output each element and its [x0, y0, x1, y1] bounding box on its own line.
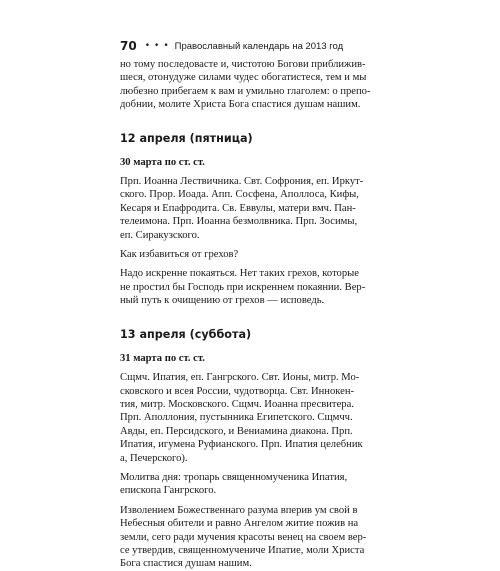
text-line: а, Печерского).	[120, 452, 188, 464]
day-heading-12-april: 12 апреля (пятница)	[120, 131, 253, 145]
text-line: но тому последовасте и, чистотою Богови приближив-	[120, 59, 366, 70]
running-header	[120, 38, 390, 54]
text-line: тия, митр. Московского. Сщмч. Иоанна пресвитера.	[120, 398, 354, 410]
text-line: Молитва дня: тропарь священномученика Ипатия,	[120, 471, 348, 483]
text-line: ского. Прор. Иоада. Апп. Сосфена, Аполлоса, Кифы,	[120, 189, 359, 201]
old-style-date: 31 марта по ст. ст.	[120, 352, 205, 364]
text-line: шеся, отонудуже силами чудес обогатистеся, тем и мы	[120, 72, 367, 84]
running-title: Православный календарь на 2013 год	[174, 40, 344, 52]
text-line: ный путь к очищению от грехов — исповедь.	[120, 295, 325, 307]
old-style-date: 30 марта по ст. ст.	[120, 156, 205, 168]
text-line: Ипатия, игумена Руфианского. Прп. Ипатия целебник	[120, 439, 363, 451]
text-line: епископа Гангрского.	[120, 485, 217, 497]
saints-commemoration	[120, 371, 384, 465]
text-line: Кесаря и Епафродита. Св. Еввулы, матери вмч. Пан-	[120, 202, 356, 214]
text-line: Небесныя обители и равно Ангелом житие пожив на	[120, 518, 359, 530]
text-line: Сщмч. Ипатия, еп. Гангрского. Свт. Ионы, митр. Мо-	[120, 372, 360, 384]
text-line: не простил бы Господь при искреннем покаянии. Вер-	[120, 281, 366, 293]
text-line: добнии, молите Христа Бога спастися душам нашим.	[120, 99, 361, 111]
text-line: Прп. Аполлония, пустынника Египетского. Сщмчч.	[120, 412, 353, 424]
text-line: Надо искренне покаяться. Нет таких грехов, которые	[120, 268, 359, 280]
text-line: се утвердив, священномучениче Ипатие, моли Христа	[120, 544, 365, 556]
text-line: телеимона. Прп. Иоанна безмолвника. Прп. Зосимы,	[120, 216, 358, 228]
text-line: еп. Сиракузского.	[120, 229, 200, 241]
troparion-text	[120, 504, 384, 571]
saints-commemoration	[120, 175, 384, 242]
text-line: Изволением Божественнаго разума вперив ум свой в	[120, 504, 358, 516]
header-dots: •••	[144, 41, 173, 51]
page-number: 70	[120, 39, 137, 53]
text-line: Авды, еп. Персидского, и Вениамина диакона. Прп.	[120, 425, 353, 437]
text-column	[120, 58, 384, 571]
text-line: Как избавиться от грехов?	[120, 249, 239, 261]
question	[120, 248, 384, 261]
text-line: земли, сего ради мучения красоты венец на своем вер-	[120, 531, 367, 543]
day-heading-13-april: 13 апреля (суббота)	[120, 327, 252, 341]
intro-paragraph	[120, 58, 384, 112]
text-line: Бога спастися душам нашим.	[120, 558, 252, 570]
text-line: сковского и всея России, чудотворца. Свт. Иннокен-	[120, 385, 355, 397]
text-line: любезно прибегаем к вам и умильно глаголем: о препо-	[120, 85, 371, 97]
answer	[120, 267, 384, 307]
text-line: Прп. Иоанна Лествичника. Свт. Софрония, еп. Иркут-	[120, 176, 364, 188]
prayer-intro	[120, 471, 384, 498]
